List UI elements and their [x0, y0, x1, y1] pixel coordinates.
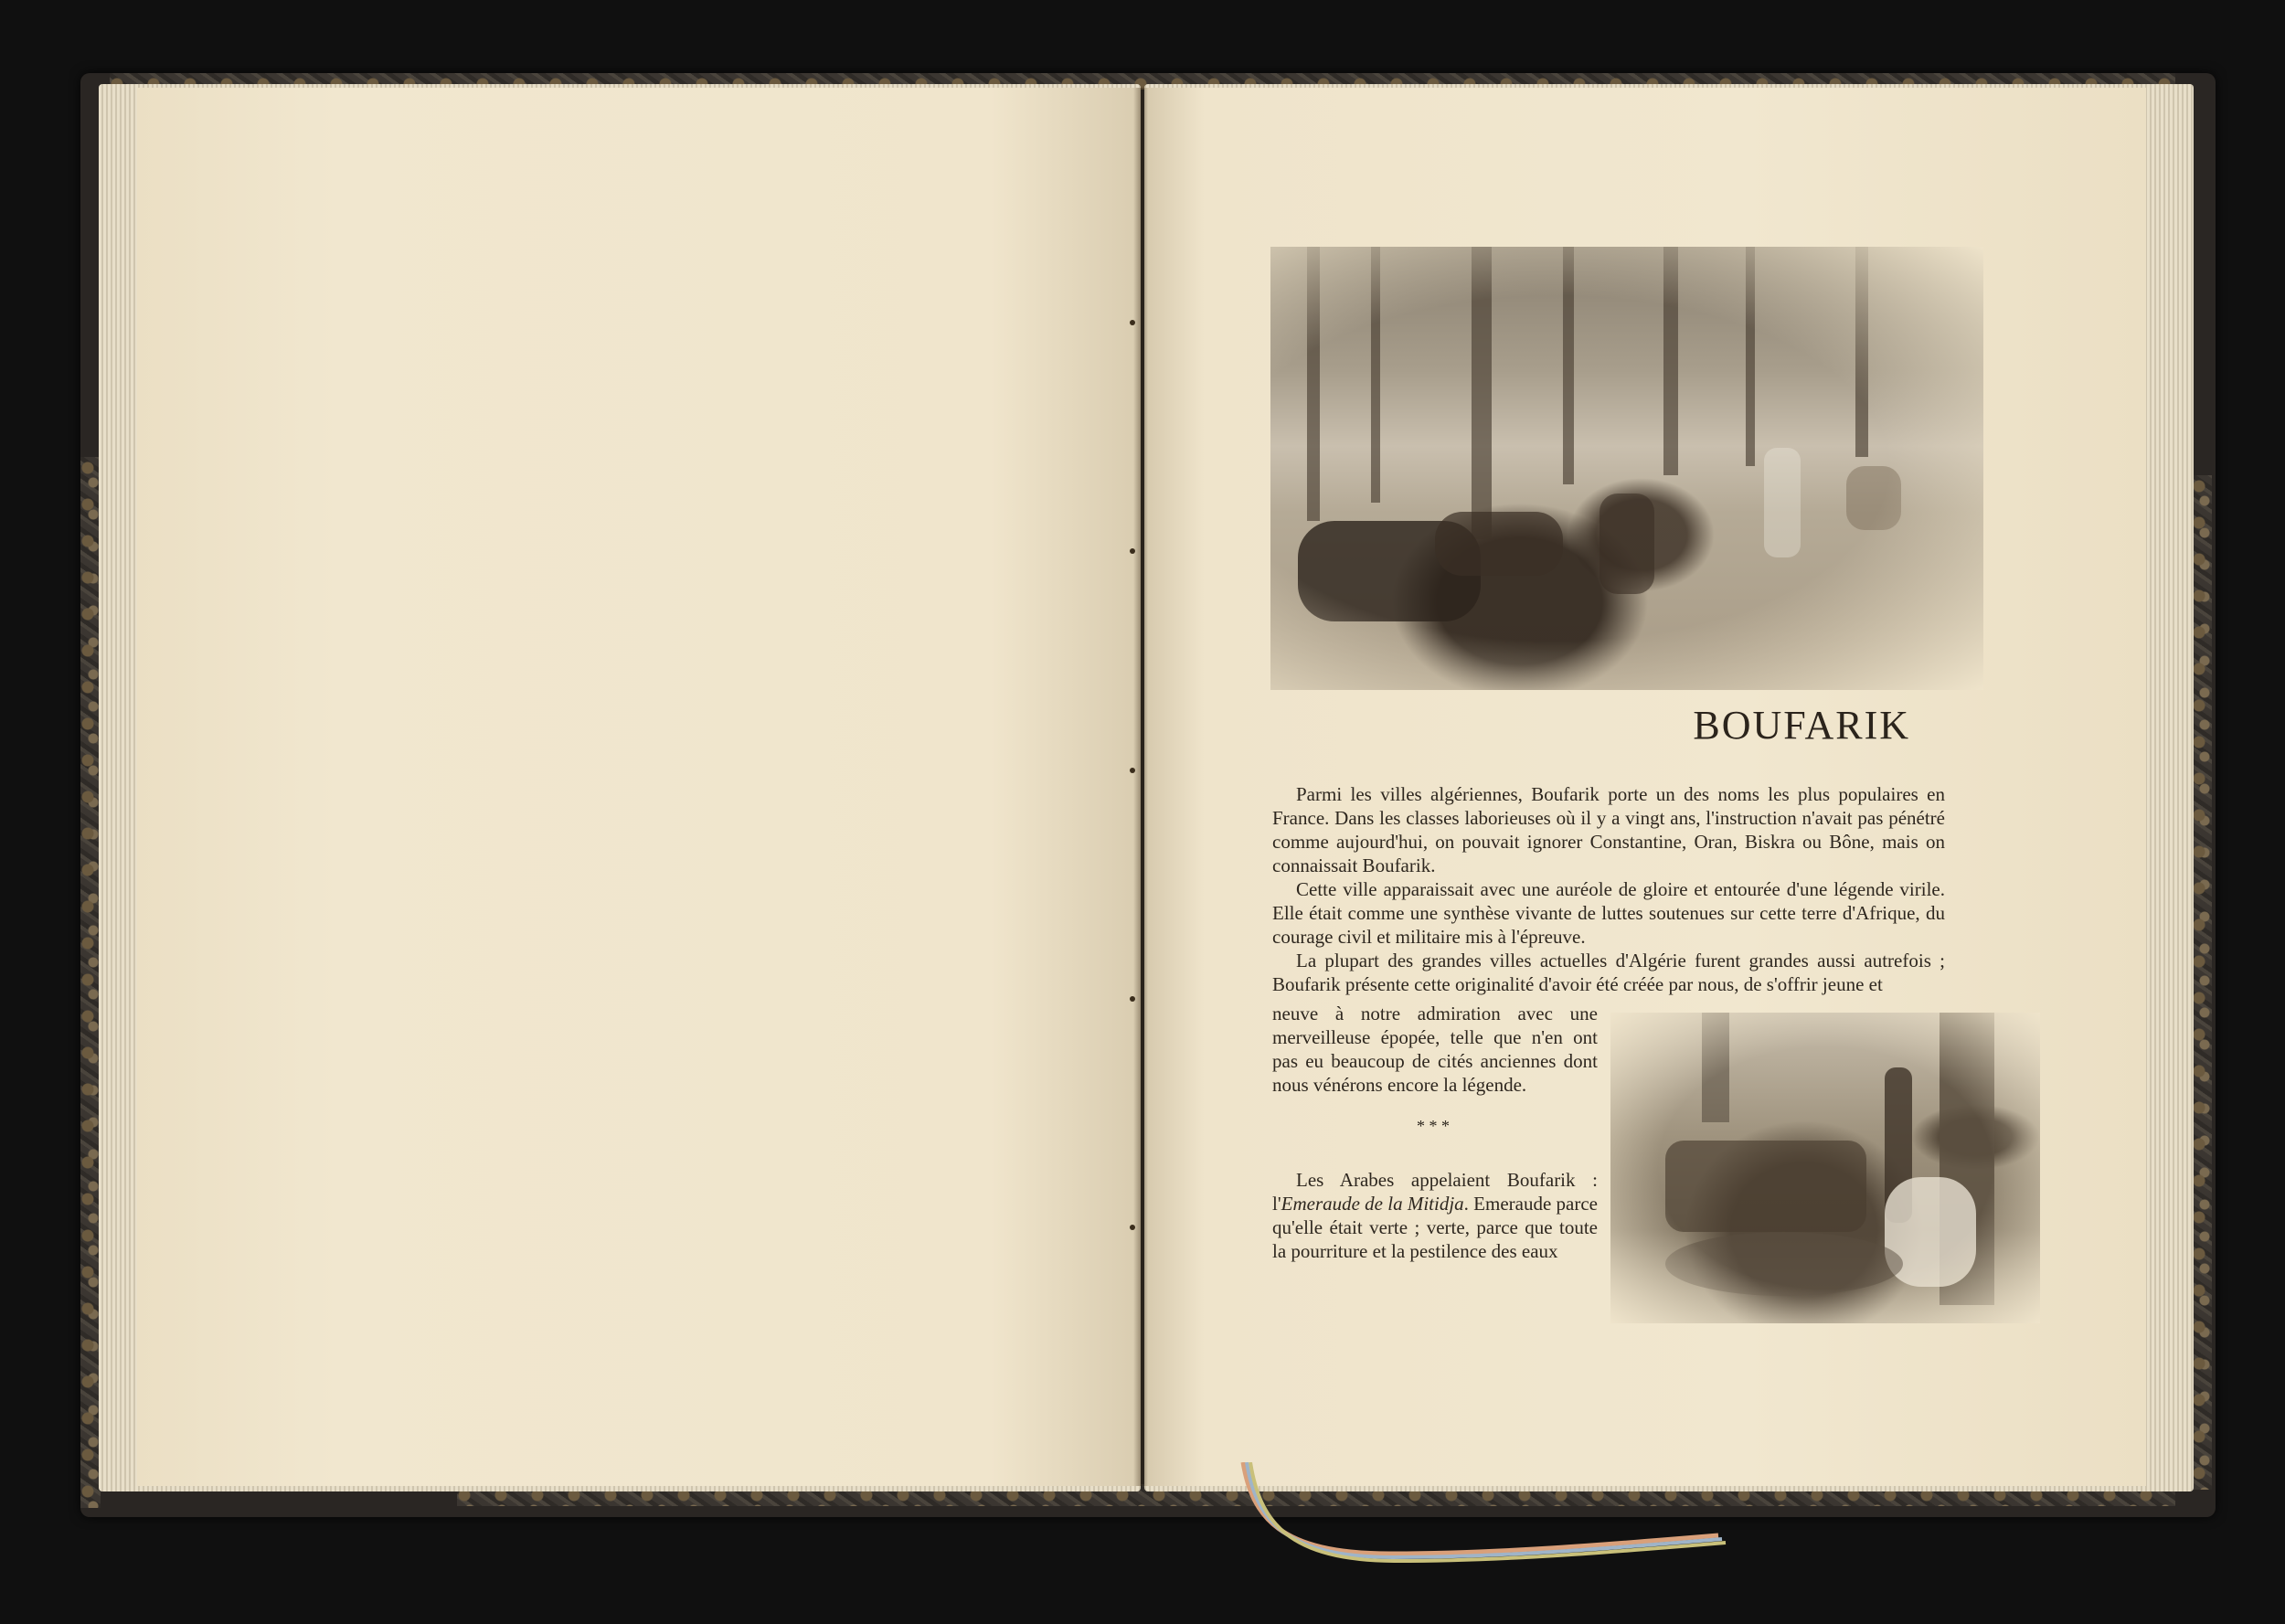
cattle-market-photo: [1270, 247, 1983, 690]
italic-phrase: Emeraude de la Mitidja: [1281, 1193, 1464, 1215]
binding-stitch: [1130, 768, 1135, 773]
market-vendors-photo: [1610, 1013, 2040, 1323]
bookmark-ribbon: [1225, 1462, 1737, 1572]
body-text-full-width: [1272, 782, 1945, 996]
binding-stitch: [1130, 548, 1135, 554]
binding-stitch: [1130, 996, 1135, 1002]
body-text-wrapped-2: [1272, 1168, 1598, 1263]
paragraph: La plupart des grandes villes actuelles d'Algérie furent grandes aussi autrefois ; Boufarik présente cette originalité d'avoir été créée par nous, de s'offrir jeune et: [1272, 950, 1945, 995]
binding-stitch: [1130, 1225, 1135, 1230]
marbled-endpaper-left: [80, 457, 101, 1508]
section-break-asterism: * * *: [1417, 1117, 1450, 1135]
book-gutter: [1133, 88, 1148, 1486]
paragraph: Parmi les villes algériennes, Boufarik porte un des noms les plus populaires en France. Dans les classes laborieuses où il y a vingt ans, l'instruction n'avait pas pénétré comme aujourd'hui, on pouvait ignorer Constantine, Oran, Biskra ou Bône, mais on connaissait Boufarik.: [1272, 783, 1945, 876]
binding-stitch: [1130, 320, 1135, 325]
left-page: [137, 88, 1141, 1486]
marbled-endpaper-right: [2192, 475, 2212, 1490]
paragraph-continuation: neuve à notre admiration avec une merveilleuse épopée, telle que n'en ont pas eu beaucoup de cités anciennes dont nous vénérons encore la légende.: [1272, 1003, 1598, 1096]
body-text-wrapped: [1272, 1002, 1598, 1097]
chapter-title: BOUFARIK: [1693, 703, 1910, 748]
paragraph: Les Arabes appelaient Boufarik : l'Emeraude de la Mitidja. Emeraude parce qu'elle était verte ; verte, parce que toute la pourriture et la pestilence des eaux: [1272, 1169, 1598, 1262]
paragraph: Cette ville apparaissait avec une auréole de gloire et entourée d'une légende virile. Elle était comme une synthèse vivante de luttes soutenues sur cette terre d'Afrique, du courage civil et militaire mis à l'épreuve.: [1272, 878, 1945, 948]
